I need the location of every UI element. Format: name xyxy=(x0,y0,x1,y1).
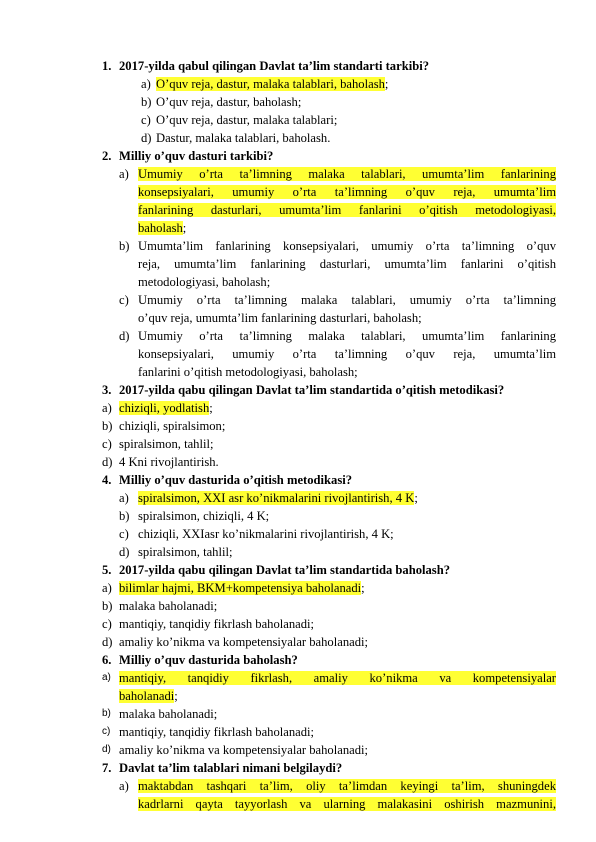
option-letter: d) xyxy=(102,744,111,755)
option-letter: a) xyxy=(141,77,151,91)
option-letter: b) xyxy=(119,239,130,253)
question-text: Davlat ta’lim talablari nimani belgilaydi? xyxy=(119,761,343,775)
option-letter: b) xyxy=(102,599,113,613)
question-number: 1. xyxy=(102,59,112,73)
option-line: kadrlarni qayta tayyorlash va ularning malakasini oshirish mazmunini, xyxy=(138,797,556,811)
option-suffix: ; xyxy=(414,491,418,505)
option-text: malaka baholanadi; xyxy=(119,599,218,613)
option-letter: c) xyxy=(119,293,129,307)
option-text: spiralsimon, tahlil; xyxy=(138,545,233,559)
option-letter: a) xyxy=(119,491,129,505)
option-text: mantiqiy, tanqidiy fikrlash baholanadi; xyxy=(119,617,315,631)
option-letter: b) xyxy=(141,95,152,109)
option-line: konsepsiyalari, umumiy o’rta ta’limning o’quv reja, umumta’lim xyxy=(138,347,556,361)
option-line: maktabdan tashqari ta’lim, oliy ta’limdan keyingi ta’lim, shuningdek xyxy=(138,779,556,793)
option-line: Umumiy o’rta ta’limning malaka talablari, umumiy o’rta ta’limning xyxy=(138,293,556,307)
option-letter: c) xyxy=(102,726,111,737)
option-letter: a) xyxy=(119,779,129,793)
option-text-highlighted: O’quv reja, dastur, malaka talablari, baholash xyxy=(156,77,385,91)
question-text: Milliy o’quv dasturida o’qitish metodikasi? xyxy=(119,473,353,487)
option-text: malaka baholanadi; xyxy=(119,707,218,721)
option-text: chiziqli, spiralsimon; xyxy=(119,419,226,433)
option-line: Umumiy o’rta ta’limning malaka talablari, umumta’lim fanlarining xyxy=(138,329,556,343)
question-text: 2017-yilda qabul qilingan Davlat ta’lim standarti tarkibi? xyxy=(119,59,429,73)
question-3 xyxy=(102,381,562,399)
option-line: fanlarining dasturlari, umumta’lim fanlarini o’qitish metodologiyasi, xyxy=(138,203,556,217)
option-line: konsepsiyalari, umumiy o’rta ta’limning o’quv reja, umumta’lim xyxy=(138,185,556,199)
option-text: O’quv reja, dastur, malaka talablari; xyxy=(156,113,338,127)
question-2 xyxy=(102,147,562,165)
option-letter: d) xyxy=(119,545,130,559)
question-6 xyxy=(102,651,562,669)
question-7 xyxy=(102,759,562,777)
option-suffix: ; xyxy=(182,221,187,235)
option-letter: a) xyxy=(102,672,111,683)
option-letter: c) xyxy=(119,527,129,541)
option-line: o’quv reja, umumta’lim fanlarining dasturlari, baholash; xyxy=(138,311,422,325)
question-number: 5. xyxy=(102,563,112,577)
question-text: Milliy o’quv dasturi tarkibi? xyxy=(119,149,274,163)
option-line: mantiqiy, tanqidiy fikrlash, amaliy ko’nikma va kompetensiyalar xyxy=(119,671,556,685)
option-letter: c) xyxy=(102,617,112,631)
option-text: amaliy ko’nikma va kompetensiyalar baholanadi; xyxy=(119,635,368,649)
question-1 xyxy=(102,57,562,75)
option-text: mantiqiy, tanqidiy fikrlash baholanadi; xyxy=(119,725,315,739)
option-text: spiralsimon, tahlil; xyxy=(119,437,214,451)
question-number: 6. xyxy=(102,653,112,667)
option-text: amaliy ko’nikma va kompetensiyalar baholanadi; xyxy=(119,743,368,757)
option-letter: a) xyxy=(102,401,112,415)
question-text: 2017-yilda qabu qilingan Davlat ta’lim standartida o’qitish metodikasi? xyxy=(119,383,505,397)
option-letter: a) xyxy=(119,167,129,181)
option-letter: b) xyxy=(102,708,111,719)
question-5 xyxy=(102,561,562,579)
option-text: 4 Kni rivojlantirish. xyxy=(119,455,219,469)
question-4 xyxy=(102,471,562,489)
option-text: O’quv reja, dastur, baholash; xyxy=(156,95,302,109)
option-letter: d) xyxy=(141,131,152,145)
option-text: chiziqli, XXIasr ko’nikmalarini rivojlantirish, 4 K; xyxy=(138,527,394,541)
option-suffix: ; xyxy=(174,689,178,703)
option-line: reja, umumta’lim fanlarining dasturlari, umumta’lim fanlarini o’qitish xyxy=(138,257,556,271)
option-text-highlighted: spiralsimon, XXI asr ko’nikmalarini rivojlantirish, 4 K xyxy=(138,491,415,505)
option-suffix: ; xyxy=(361,581,365,595)
option-suffix: ; xyxy=(384,77,389,91)
option-letter: b) xyxy=(119,509,130,523)
option-line: fanlarini o’qitish metodologiyasi, baholash; xyxy=(138,365,358,379)
question-number: 7. xyxy=(102,761,112,775)
option-letter: a) xyxy=(102,581,112,595)
option-letter: c) xyxy=(141,113,151,127)
option-text-highlighted: chiziqli, yodlatish xyxy=(119,401,210,415)
option-text: spiralsimon, chiziqli, 4 K; xyxy=(138,509,270,523)
option-line: baholanadi xyxy=(119,689,175,703)
option-line: metodologiyasi, baholash; xyxy=(138,275,271,289)
option-line: baholash xyxy=(138,221,183,235)
option-letter: b) xyxy=(102,419,113,433)
option-line: Umumiy o’rta ta’limning malaka talablari, umumta’lim fanlarining xyxy=(138,167,556,181)
option-letter: c) xyxy=(102,437,112,451)
option-suffix: ; xyxy=(209,401,213,415)
option-text-highlighted: bilimlar hajmi, BKM+kompetensiya baholanadi xyxy=(119,581,362,595)
option-text: Dastur, malaka talablari, baholash. xyxy=(156,131,331,145)
question-number: 3. xyxy=(102,383,112,397)
question-text: 2017-yilda qabu qilingan Davlat ta’lim standartida baholash? xyxy=(119,563,451,577)
option-letter: d) xyxy=(102,635,113,649)
option-line: Umumta’lim fanlarining konsepsiyalari, umumiy o’rta ta’limning o’quv xyxy=(138,239,556,253)
option-letter: d) xyxy=(102,455,113,469)
question-number: 2. xyxy=(102,149,112,163)
question-text: Milliy o’quv dasturida baholash? xyxy=(119,653,298,667)
question-number: 4. xyxy=(102,473,112,487)
option-letter: d) xyxy=(119,329,130,343)
